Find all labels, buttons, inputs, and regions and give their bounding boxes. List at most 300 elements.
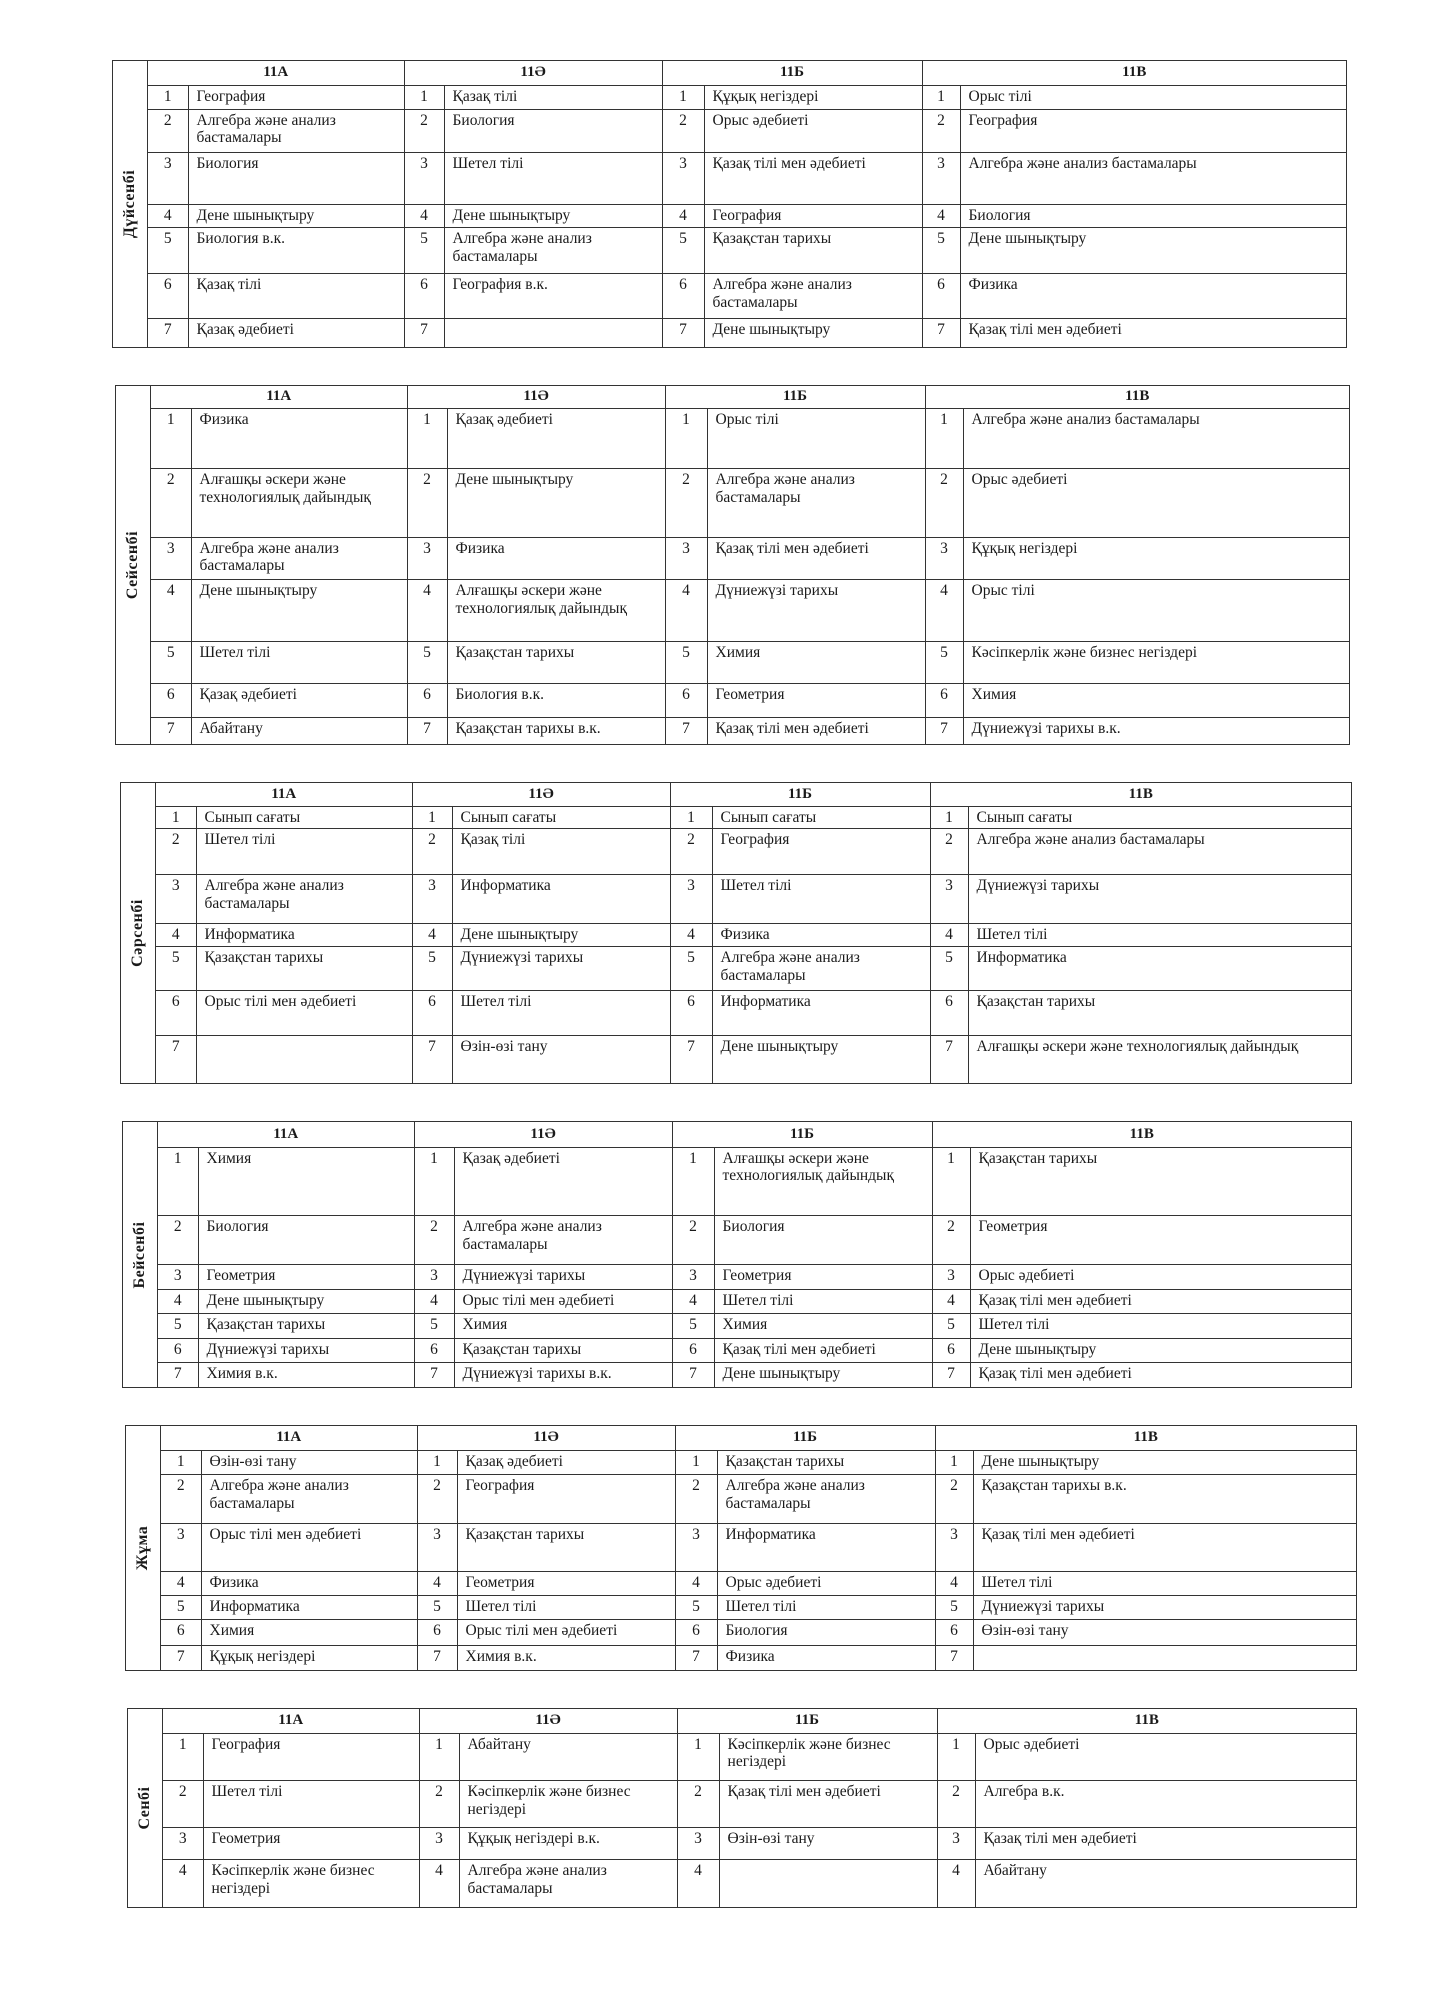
lesson-number: 4 — [151, 579, 191, 641]
class-header: 11В — [930, 783, 1351, 806]
lesson-number: 1 — [158, 1147, 198, 1216]
lesson-number: 3 — [404, 152, 444, 204]
class-header: 11В — [932, 1122, 1351, 1147]
lesson-number: 4 — [932, 1289, 970, 1313]
lesson-subject: Алғашқы әскери және технологиялық дайындық — [968, 1035, 1351, 1083]
lesson-number: 4 — [672, 1289, 714, 1313]
lesson-number: 3 — [417, 1523, 457, 1571]
lesson-row — [148, 85, 1346, 109]
lesson-number: 7 — [407, 718, 447, 744]
lesson-row — [161, 1571, 1356, 1595]
lesson-number: 3 — [412, 874, 452, 924]
lesson-number: 6 — [412, 990, 452, 1035]
lesson-subject: Шетел тілі — [717, 1595, 935, 1619]
lesson-subject: Қазақстан тарихы — [704, 228, 922, 273]
class-header: 11Б — [675, 1426, 935, 1451]
lesson-subject: Өзін-өзі тану — [201, 1451, 417, 1475]
lesson-subject: Химия — [714, 1314, 932, 1338]
lesson-number: 5 — [404, 228, 444, 273]
lesson-subject: Қазақ тілі мен әдебиеті — [973, 1523, 1356, 1571]
lesson-number: 4 — [930, 924, 968, 947]
lesson-subject: Дене шынықтыру — [973, 1451, 1356, 1475]
lesson-number: 6 — [148, 273, 188, 318]
lesson-number: 5 — [414, 1314, 454, 1338]
class-header: 11В — [925, 386, 1349, 409]
lesson-subject: Шетел тілі — [973, 1571, 1356, 1595]
lesson-number: 6 — [156, 990, 196, 1035]
lesson-subject: Қазақстан тарихы — [447, 642, 665, 684]
lesson-number: 3 — [158, 1265, 198, 1289]
lesson-number: 5 — [161, 1595, 201, 1619]
lesson-subject: Қазақ тілі мен әдебиеті — [714, 1338, 932, 1362]
lesson-subject: Алгебра және анализ бастамалары — [459, 1860, 677, 1907]
lesson-row — [158, 1265, 1351, 1289]
lesson-number: 6 — [407, 684, 447, 718]
lesson-subject: Орыс тілі — [963, 579, 1349, 641]
day-name: Жұма — [134, 1525, 151, 1571]
lesson-number: 4 — [935, 1571, 973, 1595]
lesson-number: 7 — [665, 718, 707, 744]
day-label — [121, 783, 156, 1083]
lesson-number: 6 — [922, 273, 960, 318]
lesson-number: 6 — [672, 1338, 714, 1362]
lesson-number: 7 — [670, 1035, 712, 1083]
lesson-subject: Алгебра және анализ бастамалары — [191, 537, 407, 579]
lesson-number: 5 — [675, 1595, 717, 1619]
lesson-subject: Орыс әдебиеті — [970, 1265, 1351, 1289]
day-name: Сейсенбі — [124, 530, 141, 600]
lesson-number: 7 — [161, 1646, 201, 1670]
lesson-subject: Өзін-өзі тану — [973, 1620, 1356, 1646]
lesson-subject: Информатика — [196, 924, 412, 947]
lesson-number: 7 — [156, 1035, 196, 1083]
lesson-subject: Алгебра және анализ бастамалары — [704, 273, 922, 318]
day-schedule-block — [115, 385, 1350, 745]
lesson-subject: Дене шынықтыру — [960, 228, 1346, 273]
lesson-number: 1 — [412, 806, 452, 829]
lesson-number: 4 — [414, 1289, 454, 1313]
lesson-subject: Физика — [712, 924, 930, 947]
lesson-subject: Химия — [963, 684, 1349, 718]
lesson-subject: Химия — [198, 1147, 414, 1216]
lesson-number: 3 — [935, 1523, 973, 1571]
lesson-number: 6 — [932, 1338, 970, 1362]
lesson-subject: Дене шынықтыру — [452, 924, 670, 947]
day-label — [116, 386, 151, 744]
lesson-number: 7 — [672, 1363, 714, 1388]
lesson-number: 6 — [670, 990, 712, 1035]
lesson-number: 3 — [161, 1523, 201, 1571]
lesson-number: 2 — [665, 469, 707, 537]
lesson-subject: Қазақ тілі мен әдебиеті — [970, 1289, 1351, 1313]
lesson-subject: Химия в.к. — [457, 1646, 675, 1670]
day-schedule-block — [122, 1121, 1352, 1388]
lesson-number: 4 — [419, 1860, 459, 1907]
lesson-row — [156, 806, 1351, 829]
lesson-row — [158, 1363, 1351, 1388]
lesson-number: 4 — [922, 204, 960, 228]
lesson-subject: Дүниежүзі тарихы — [973, 1595, 1356, 1619]
schedule-table — [156, 783, 1351, 1083]
lesson-number: 7 — [935, 1646, 973, 1670]
lesson-subject: Қазақстан тарихы — [968, 990, 1351, 1035]
lesson-subject: Орыс тілі мен әдебиеті — [454, 1289, 672, 1313]
lesson-number: 5 — [662, 228, 704, 273]
day-label — [113, 61, 148, 347]
day-label — [128, 1709, 163, 1907]
lesson-number: 5 — [672, 1314, 714, 1338]
lesson-number: 5 — [932, 1314, 970, 1338]
lesson-number: 2 — [925, 469, 963, 537]
lesson-row — [148, 204, 1346, 228]
lesson-number: 2 — [935, 1475, 973, 1523]
lesson-number: 4 — [677, 1860, 719, 1907]
lesson-number: 4 — [161, 1571, 201, 1595]
lesson-number: 2 — [414, 1216, 454, 1265]
lesson-number: 2 — [163, 1780, 203, 1827]
lesson-subject: Орыс тілі — [960, 85, 1346, 109]
lesson-subject: Алгебра және анализ бастамалары — [454, 1216, 672, 1265]
lesson-subject: Құқық негіздері в.к. — [459, 1828, 677, 1860]
lesson-subject: Құқық негіздері — [201, 1646, 417, 1670]
lesson-number: 5 — [670, 947, 712, 990]
lesson-number: 2 — [161, 1475, 201, 1523]
lesson-subject: Биология в.к. — [447, 684, 665, 718]
lesson-subject: Шетел тілі — [968, 924, 1351, 947]
lesson-subject: Дене шынықтыру — [712, 1035, 930, 1083]
day-schedule-block — [120, 782, 1352, 1084]
lesson-subject: Биология — [960, 204, 1346, 228]
schedule-table — [161, 1426, 1356, 1670]
lesson-subject: Биология — [198, 1216, 414, 1265]
lesson-row — [156, 947, 1351, 990]
lesson-row — [151, 409, 1349, 469]
lesson-subject: Геометрия — [457, 1571, 675, 1595]
lesson-number: 1 — [414, 1147, 454, 1216]
lesson-subject: Орыс әдебиеті — [975, 1733, 1356, 1780]
lesson-subject: Қазақстан тарихы — [970, 1147, 1351, 1216]
lesson-row — [161, 1523, 1356, 1571]
lesson-subject: Дүниежүзі тарихы — [452, 947, 670, 990]
lesson-row — [163, 1733, 1356, 1780]
lesson-row — [163, 1828, 1356, 1860]
lesson-row — [148, 152, 1346, 204]
lesson-number: 2 — [404, 109, 444, 152]
lesson-number: 2 — [672, 1216, 714, 1265]
lesson-subject: Дене шынықтыру — [191, 579, 407, 641]
lesson-subject: Абайтану — [191, 718, 407, 744]
lesson-number: 5 — [407, 642, 447, 684]
lesson-subject: Химия в.к. — [198, 1363, 414, 1388]
lesson-number: 4 — [675, 1571, 717, 1595]
schedule-table — [163, 1709, 1356, 1907]
lesson-subject: Сынып сағаты — [196, 806, 412, 829]
lesson-row — [151, 718, 1349, 744]
lesson-number: 3 — [675, 1523, 717, 1571]
class-header: 11В — [937, 1709, 1356, 1733]
lesson-number: 6 — [662, 273, 704, 318]
lesson-number: 2 — [407, 469, 447, 537]
lesson-subject: Шетел тілі — [457, 1595, 675, 1619]
day-label — [126, 1426, 161, 1670]
lesson-number: 1 — [163, 1733, 203, 1780]
lesson-number: 3 — [156, 874, 196, 924]
day-schedule-block — [125, 1425, 1357, 1671]
lesson-subject: Алгебра және анализ бастамалары — [712, 947, 930, 990]
lesson-number: 1 — [932, 1147, 970, 1216]
lesson-number: 3 — [932, 1265, 970, 1289]
lesson-number: 7 — [932, 1363, 970, 1388]
lesson-subject: Шетел тілі — [452, 990, 670, 1035]
lesson-number: 4 — [163, 1860, 203, 1907]
class-header: 11В — [922, 61, 1346, 85]
lesson-number: 4 — [412, 924, 452, 947]
lesson-number: 6 — [935, 1620, 973, 1646]
lesson-subject: Информатика — [717, 1523, 935, 1571]
lesson-row — [163, 1780, 1356, 1827]
lesson-subject: Алгебра в.к. — [975, 1780, 1356, 1827]
lesson-number: 5 — [156, 947, 196, 990]
lesson-number: 5 — [935, 1595, 973, 1619]
lesson-number: 7 — [412, 1035, 452, 1083]
lesson-number: 7 — [675, 1646, 717, 1670]
lesson-number: 5 — [417, 1595, 457, 1619]
class-header: 11А — [161, 1426, 417, 1451]
lesson-subject: Информатика — [968, 947, 1351, 990]
lesson-number: 3 — [672, 1265, 714, 1289]
lesson-subject: Биология — [714, 1216, 932, 1265]
lesson-number: 7 — [404, 319, 444, 347]
lesson-number: 4 — [404, 204, 444, 228]
lesson-subject: Қазақ тілі мен әдебиеті — [719, 1780, 937, 1827]
lesson-row — [156, 924, 1351, 947]
lesson-subject: Информатика — [201, 1595, 417, 1619]
lesson-number: 1 — [419, 1733, 459, 1780]
lesson-subject: Қазақ тілі мен әдебиеті — [707, 537, 925, 579]
class-header: 11А — [158, 1122, 414, 1147]
lesson-row — [156, 990, 1351, 1035]
lesson-number: 2 — [677, 1780, 719, 1827]
lesson-row — [161, 1646, 1356, 1670]
lesson-row — [158, 1314, 1351, 1338]
lesson-subject: Дүниежүзі тарихы в.к. — [454, 1363, 672, 1388]
lesson-subject: Сынып сағаты — [968, 806, 1351, 829]
lesson-row — [148, 319, 1346, 347]
lesson-subject: География в.к. — [444, 273, 662, 318]
lesson-subject: Қазақ тілі — [188, 273, 404, 318]
lesson-subject: Кәсіпкерлік және бизнес негіздері — [719, 1733, 937, 1780]
lesson-subject: Алғашқы әскери және технологиялық дайындық — [191, 469, 407, 537]
lesson-subject: Дүниежүзі тарихы — [707, 579, 925, 641]
lesson-number: 6 — [675, 1620, 717, 1646]
day-name: Сәрсенбі — [129, 899, 146, 967]
lesson-subject: Құқық негіздері — [704, 85, 922, 109]
lesson-row — [161, 1620, 1356, 1646]
lesson-subject: Дене шынықтыру — [447, 469, 665, 537]
lesson-row — [158, 1216, 1351, 1265]
lesson-subject: География — [712, 829, 930, 874]
lesson-number: 7 — [158, 1363, 198, 1388]
lesson-number: 6 — [417, 1620, 457, 1646]
lesson-subject: География — [457, 1475, 675, 1523]
lesson-subject: Қазақ тілі — [444, 85, 662, 109]
lesson-subject: Қазақ тілі — [452, 829, 670, 874]
class-header: 11Ә — [412, 783, 670, 806]
class-header: 11Б — [670, 783, 930, 806]
lesson-subject: Геометрия — [970, 1216, 1351, 1265]
lesson-subject: Шетел тілі — [196, 829, 412, 874]
lesson-subject: Дене шынықтыру — [714, 1363, 932, 1388]
lesson-subject: Өзін-өзі тану — [452, 1035, 670, 1083]
lesson-number: 2 — [930, 829, 968, 874]
lesson-subject: Қазақ тілі мен әдебиеті — [707, 718, 925, 744]
lesson-subject: Абайтану — [975, 1860, 1356, 1907]
lesson-subject: Шетел тілі — [444, 152, 662, 204]
lesson-subject: Дүниежүзі тарихы в.к. — [963, 718, 1349, 744]
lesson-number: 2 — [675, 1475, 717, 1523]
lesson-number: 1 — [148, 85, 188, 109]
lesson-row — [163, 1860, 1356, 1907]
class-header: 11Ә — [407, 386, 665, 409]
lesson-number: 4 — [156, 924, 196, 947]
lesson-subject: Шетел тілі — [712, 874, 930, 924]
lesson-number: 4 — [407, 579, 447, 641]
lesson-subject: Дене шынықтыру — [970, 1338, 1351, 1362]
lesson-number: 5 — [930, 947, 968, 990]
lesson-subject: Шетел тілі — [970, 1314, 1351, 1338]
lesson-subject: Алгебра және анализ бастамалары — [707, 469, 925, 537]
lesson-number: 3 — [670, 874, 712, 924]
lesson-number: 3 — [665, 537, 707, 579]
lesson-subject: Орыс тілі мен әдебиеті — [196, 990, 412, 1035]
lesson-number: 5 — [148, 228, 188, 273]
lesson-subject: Қазақ тілі мен әдебиеті — [975, 1828, 1356, 1860]
lesson-subject: Химия — [707, 642, 925, 684]
lesson-number: 4 — [665, 579, 707, 641]
lesson-number: 5 — [922, 228, 960, 273]
lesson-number: 7 — [930, 1035, 968, 1083]
lesson-subject: Орыс әдебиеті — [963, 469, 1349, 537]
lesson-subject: Информатика — [712, 990, 930, 1035]
lesson-subject: Қазақ тілі мен әдебиеті — [960, 319, 1346, 347]
lesson-subject — [973, 1646, 1356, 1670]
lesson-subject: Қазақ әдебиеті — [447, 409, 665, 469]
class-header: 11Б — [665, 386, 925, 409]
lesson-subject: Шетел тілі — [714, 1289, 932, 1313]
lesson-subject — [719, 1860, 937, 1907]
lesson-row — [161, 1595, 1356, 1619]
lesson-number: 1 — [930, 806, 968, 829]
lesson-number: 1 — [935, 1451, 973, 1475]
lesson-number: 7 — [148, 319, 188, 347]
lesson-subject: Алгебра және анализ бастамалары — [188, 109, 404, 152]
lesson-number: 3 — [407, 537, 447, 579]
lesson-number: 2 — [148, 109, 188, 152]
lesson-number: 3 — [930, 874, 968, 924]
lesson-subject: Шетел тілі — [203, 1780, 419, 1827]
lesson-subject: Геометрия — [198, 1265, 414, 1289]
lesson-number: 2 — [151, 469, 191, 537]
lesson-number: 2 — [932, 1216, 970, 1265]
lesson-subject: Физика — [960, 273, 1346, 318]
lesson-subject: Қазақстан тарихы в.к. — [973, 1475, 1356, 1523]
lesson-subject: География — [203, 1733, 419, 1780]
lesson-number: 3 — [922, 152, 960, 204]
lesson-row — [151, 579, 1349, 641]
lesson-subject: Қазақ әдебиеті — [454, 1147, 672, 1216]
lesson-number: 2 — [670, 829, 712, 874]
lesson-number: 4 — [662, 204, 704, 228]
lesson-subject: Геометрия — [203, 1828, 419, 1860]
lesson-number: 1 — [665, 409, 707, 469]
lesson-number: 4 — [925, 579, 963, 641]
lesson-number: 1 — [937, 1733, 975, 1780]
lesson-subject: Информатика — [452, 874, 670, 924]
lesson-subject — [444, 319, 662, 347]
lesson-subject: Дене шынықтыру — [188, 204, 404, 228]
class-header: 11Ә — [404, 61, 662, 85]
lesson-number: 5 — [151, 642, 191, 684]
lesson-number: 2 — [662, 109, 704, 152]
schedule-table — [158, 1122, 1351, 1387]
lesson-number: 4 — [417, 1571, 457, 1595]
lesson-row — [151, 537, 1349, 579]
lesson-subject: Дүниежүзі тарихы — [198, 1338, 414, 1362]
lesson-subject: Қазақ тілі мен әдебиеті — [970, 1363, 1351, 1388]
lesson-subject: Дүниежүзі тарихы — [454, 1265, 672, 1289]
lesson-row — [158, 1147, 1351, 1216]
lesson-subject: Құқық негіздері — [963, 537, 1349, 579]
lesson-number: 2 — [937, 1780, 975, 1827]
lesson-row — [161, 1451, 1356, 1475]
lesson-number: 4 — [148, 204, 188, 228]
lesson-number: 6 — [161, 1620, 201, 1646]
lesson-subject: Абайтану — [459, 1733, 677, 1780]
lesson-number: 6 — [404, 273, 444, 318]
lesson-number: 1 — [672, 1147, 714, 1216]
lesson-number: 3 — [677, 1828, 719, 1860]
lesson-subject: Химия — [201, 1620, 417, 1646]
day-schedule-block — [127, 1708, 1357, 1908]
lesson-number: 3 — [163, 1828, 203, 1860]
lesson-row — [156, 1035, 1351, 1083]
lesson-subject: Физика — [717, 1646, 935, 1670]
lesson-subject: Алғашқы әскери және технологиялық дайындық — [447, 579, 665, 641]
lesson-subject: Биология — [188, 152, 404, 204]
lesson-subject: Кәсіпкерлік және бизнес негіздері — [459, 1780, 677, 1827]
lesson-number: 2 — [158, 1216, 198, 1265]
lesson-subject: Химия — [454, 1314, 672, 1338]
class-header: 11А — [151, 386, 407, 409]
lesson-row — [151, 642, 1349, 684]
lesson-subject — [196, 1035, 412, 1083]
lesson-subject: Алгебра және анализ бастамалары — [968, 829, 1351, 874]
lesson-subject: Сынып сағаты — [452, 806, 670, 829]
lesson-number: 4 — [670, 924, 712, 947]
lesson-number: 7 — [662, 319, 704, 347]
lesson-subject: Биология — [717, 1620, 935, 1646]
lesson-subject: Дене шынықтыру — [704, 319, 922, 347]
class-header: 11А — [156, 783, 412, 806]
class-header: 11Б — [672, 1122, 932, 1147]
lesson-subject: Биология — [444, 109, 662, 152]
class-header: 11Ә — [414, 1122, 672, 1147]
day-schedule-block — [112, 60, 1347, 348]
class-header: 11А — [148, 61, 404, 85]
lesson-subject: Қазақ әдебиеті — [457, 1451, 675, 1475]
lesson-row — [151, 469, 1349, 537]
lesson-number: 3 — [151, 537, 191, 579]
